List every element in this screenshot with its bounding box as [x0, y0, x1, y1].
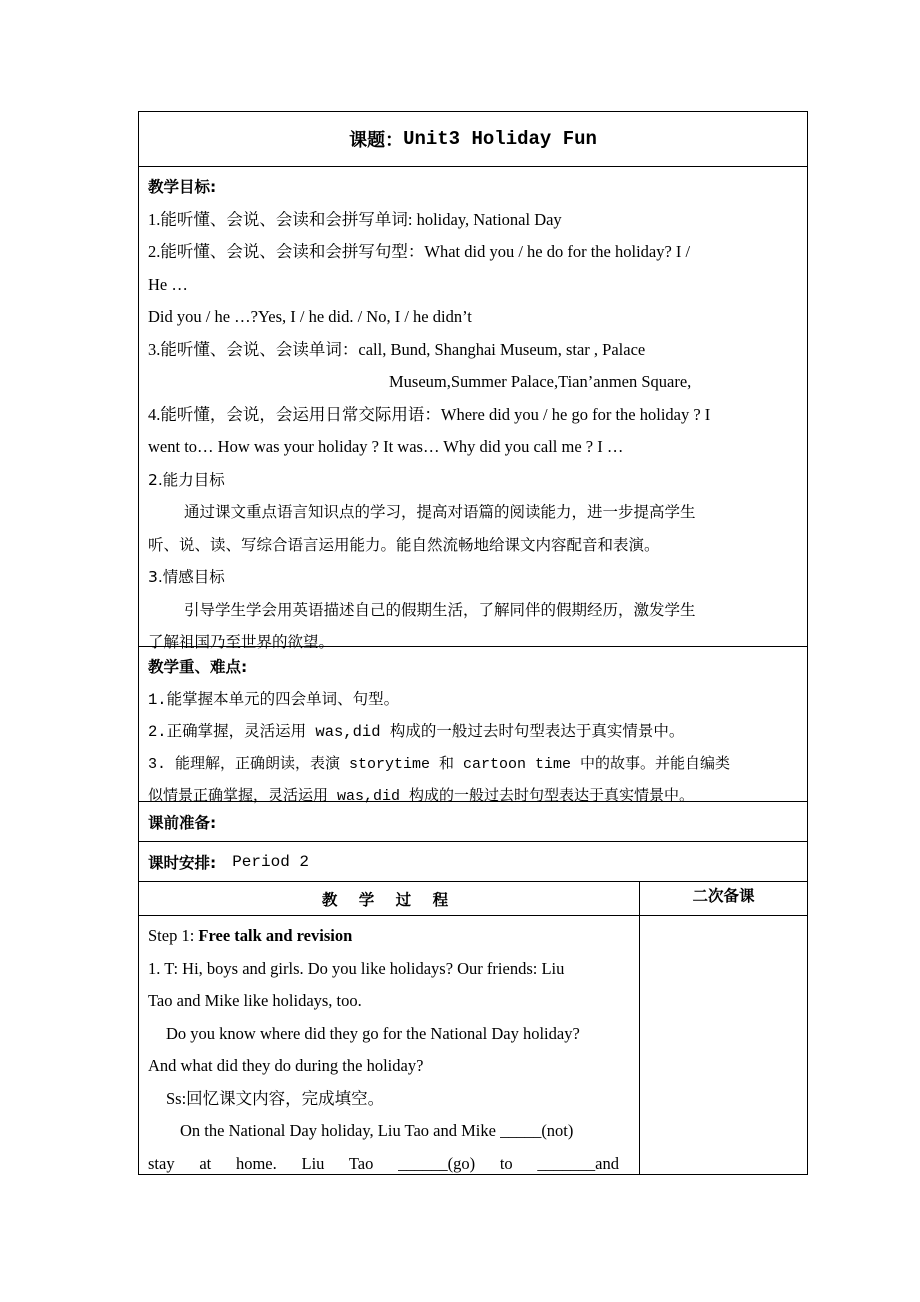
lesson-title: Unit3 Holiday Fun: [403, 128, 597, 150]
process-line: stay at home. Liu Tao ______(go) to _______and: [148, 1153, 619, 1173]
objective-line: 通过课文重点语言知识点的学习，提高对语篇的阅读能力，进一步提高学生: [184, 503, 696, 521]
step-heading: [148, 920, 631, 953]
revision-header: 二次备课: [692, 887, 755, 905]
process-header: 教 学 过 程: [321, 890, 457, 909]
objective-line: 2.能力目标: [148, 470, 225, 489]
process-header-row: [138, 882, 808, 916]
objective-line: 3.能听懂、会说、会读单词：call, Bund, Shanghai Museum, star , Palace: [148, 339, 646, 359]
objectives-heading: 教学目标:: [148, 178, 217, 196]
process-line: Ss:回忆课文内容，完成填空。: [166, 1088, 385, 1108]
objective-line: 4.能听懂，会说，会运用日常交际用语：Where did you / he go for the holiday ? I: [148, 404, 711, 424]
objective-line: 引导学生学会用英语描述自己的假期生活，了解同伴的假期经历，激发学生: [184, 600, 696, 619]
key-point-line: 似情景正确掌握，灵活运用 was,did 构成的一般过去时句型表达于真实情景中。: [148, 788, 695, 805]
step-title: Free talk and revision: [198, 926, 353, 945]
key-points-heading: 教学重、难点:: [148, 658, 248, 676]
revision-notes-cell: [640, 916, 807, 1174]
process-line: On the National Day holiday, Liu Tao and Mike _____(not): [180, 1121, 574, 1140]
lesson-title-label: 课题：: [349, 130, 404, 151]
objective-line: He …: [148, 274, 188, 294]
objective-line: 2.能听懂、会说、会读和会拼写句型：What did you / he do for the holiday? I /: [148, 242, 691, 261]
schedule-value: Period 2: [232, 852, 310, 871]
lesson-plan-table: [138, 111, 808, 1175]
schedule-row: [138, 842, 808, 882]
objective-line: Museum,Summer Palace,Tian’anmen Square,: [389, 372, 692, 391]
objective-line: 3.情感目标: [148, 568, 225, 586]
objective-line: Did you / he …?Yes, I / he did. / No, I / he didn’t: [148, 307, 472, 326]
key-point-line: 3. 能理解，正确朗读，表演 storytime 和 cartoon time 中的故事。并能自编类: [148, 755, 731, 773]
lesson-title-cell: [138, 111, 808, 167]
key-point-line: 1.能掌握本单元的四会单词、句型。: [148, 690, 400, 709]
objective-line: went to… How was your holiday ? It was… Why did you call me ? I …: [148, 437, 624, 456]
revision-header-cell: [640, 882, 807, 915]
objective-line: 了解祖国乃至世界的欲望。: [148, 633, 335, 651]
key-points-section: [138, 647, 808, 805]
process-line: Do you know where did they go for the National Day holiday?: [166, 1023, 580, 1043]
process-line: Tao and Mike like holidays, too.: [148, 991, 362, 1010]
objective-line: 听、说、读、写综合语言运用能力。能自然流畅地给课文内容配音和表演。: [148, 535, 660, 554]
objectives-section: [138, 167, 808, 651]
step-label: Step 1:: [148, 926, 199, 945]
key-point-line: 2.正确掌握，灵活运用 was,did 构成的一般过去时句型表达于真实情景中。: [148, 723, 685, 741]
process-line: 1. T: Hi, boys and girls. Do you like holidays? Our friends: Liu: [148, 958, 565, 978]
process-content-cell: [139, 916, 640, 1174]
objective-line: 1.能听懂、会说、会读和会拼写单词: holiday, National Day: [148, 209, 562, 229]
process-line: And what did they do during the holiday?: [148, 1056, 424, 1075]
process-body-row: [138, 916, 808, 1175]
schedule-heading: 课时安排:: [148, 853, 217, 872]
preparation-heading: 课前准备:: [148, 813, 217, 832]
process-header-cell: [139, 882, 640, 915]
